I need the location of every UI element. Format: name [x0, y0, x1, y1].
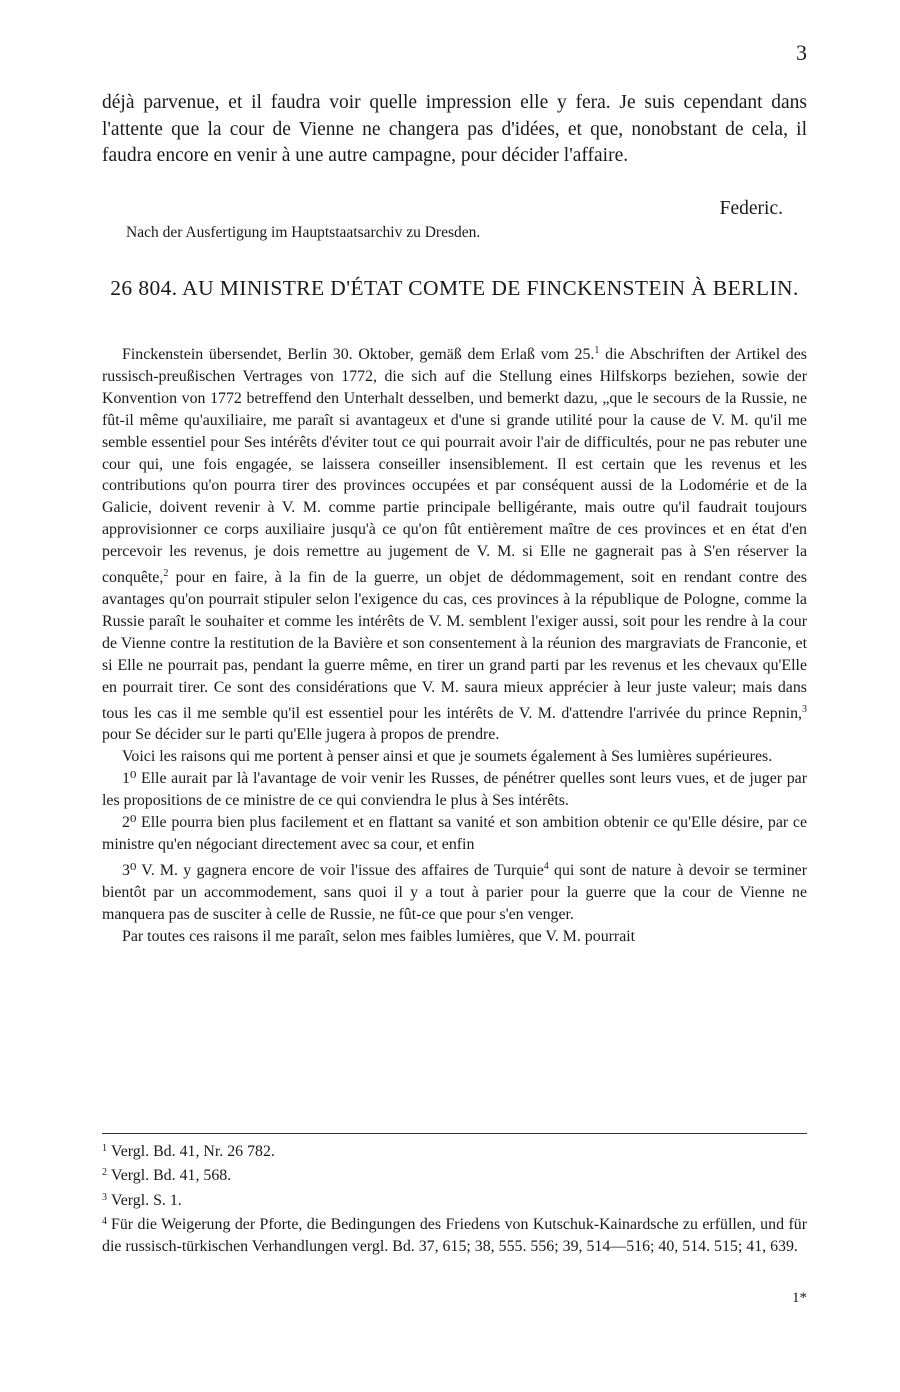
body-paragraph: Par toutes ces raisons il me paraît, selon mes faibles lumières, que V. M. pourrait	[122, 927, 636, 945]
paragraph-text: pour en faire, à la fin de la guerre, un objet de dédommagement, soit en rendant contre des avantages qu'on pourrait stipuler selon l'exigence du cas, ces provinces à la république de Pologne, comme la Russie paraît le souhaiter et comme les intérêts de V. M. semblent l'exiger aussi, soit pour les rendre à la cour de Vienne contre la restitution de la Bavière et son consentement à la réunion des margraviats de Franconie, et si Elle ne pourrait pas, pendant la guerre même, en tirer un grand parti par les revenus et les chevaux qu'Elle en pourrait tirer. Ce sont des considérations que V. M. saura mieux apprécier à leur juste valeur; mais dans tous les cas il me semble qu'il est essentiel pour les intérêts de V. M. d'attendre l'arrivée du prince Repnin,	[102, 569, 807, 722]
footnote-text: Für die Weigerung der Pforte, die Bedingungen des Friedens von Kutschuk-Kainardsche zu erfüllen, und für die russisch-türkischen Verhandlungen vergl. Bd. 37, 615; 38, 555. 556; 39, 514—516; 40, 514. 515; 41, 639.	[102, 1216, 807, 1255]
body-text	[102, 340, 807, 947]
footnote-mark: 1	[102, 1143, 107, 1154]
paragraph-text: qui sont de nature à devoir se terminer bientôt par un accommodement, sans quoi il y a tout à parier pour la guerre que la cour de Vienne ne manquera pas de susciter à celle de Russie, ne fût-ce que pour s'en venger.	[102, 861, 807, 923]
footnote-divider	[102, 1133, 807, 1134]
footnote-mark: 2	[102, 1167, 107, 1179]
footnote-mark: 3	[102, 1191, 107, 1203]
body-paragraph	[102, 340, 807, 746]
footnote-reference: 4	[543, 860, 549, 872]
footnote	[102, 1211, 807, 1257]
footnote	[102, 1162, 807, 1186]
footnote-reference: 2	[163, 568, 169, 580]
document-title: 26 804. AU MINISTRE D'ÉTAT COMTE DE FINCKENSTEIN À BERLIN.	[110, 276, 799, 300]
paragraph-text: die Abschriften der Artikel des russisch-preußischen Vertrages von 1772, die sich auf die Stellung eines Hilfskorps beziehen, sowie der Konvention von 1772 betreffend den Unterhalt desselben, und bemerkt dazu, „que le secours de la Russie, ne fût-il même qu'auxiliaire, me paraît si avantageux et d'une si grande utilité pour la cause de V. M. qu'il me semble essentiel pour Ses intérêts d'éviter tout ce qui pourrait avoir l'air de difficultés, pour ne pas rebuter une cour qui, une fois engagée, se laissera conseiller insensiblement. Il est certain que les revenus et les contributions qu'on pourra tirer des provinces occupées et par conséquent aussi de la Lodomérie et de la Galicie, doivent revenir à V. M. comme partie principale belligérante, mais outre qu'il faudrait toujours approvisionner ce corps auxiliaire jusqu'à ce qu'on fût entièrement maître de ces provinces et en état d'en percevoir les revenus, je dois remettre au jugement de V. M. si Elle ne gagnerait pas à S'en réserver la conquête,	[102, 346, 807, 587]
footnotes	[102, 1138, 807, 1257]
footnote-text: Vergl. S. 1.	[111, 1191, 182, 1209]
signature: Federic.	[719, 198, 783, 219]
source-note: Nach der Ausfertigung im Hauptstaatsarchiv zu Dresden.	[126, 224, 481, 241]
body-paragraph: 1⁰ Elle aurait par là l'avantage de voir venir les Russes, de pénétrer quelles sont leurs vues, et de juger par les propositions de ce ministre de ce qui conviendra le plus à Ses intérêts.	[102, 770, 807, 810]
paragraph-text: pour Se décider sur le parti qu'Elle jugera à propos de prendre.	[102, 726, 500, 744]
footnote-text: Vergl. Bd. 41, Nr. 26 782.	[111, 1143, 275, 1160]
paragraph-text: Finckenstein übersendet, Berlin 30. Oktober, gemäß dem Erlaß vom 25.	[122, 346, 595, 363]
body-paragraph	[102, 856, 807, 926]
page-number: 3	[796, 40, 807, 65]
sheet-signature-mark: 1*	[792, 1290, 807, 1306]
footnote	[102, 1187, 807, 1211]
footnote-reference: 3	[802, 703, 807, 715]
paragraph-text: 3⁰ V. M. y gagnera encore de voir l'issue des affaires de Turquie	[122, 861, 544, 879]
footnote-reference: 1	[594, 345, 600, 356]
document-page	[102, 0, 807, 1392]
opening-paragraph: déjà parvenue, et il faudra voir quelle impression elle y fera. Je suis cependant dans l'attente que la cour de Vienne ne changera pas d'idées, et que, nonobstant de cela, il faudra encore en venir à une autre campagne, pour décider l'affaire.	[102, 92, 807, 166]
body-paragraph: 2⁰ Elle pourra bien plus facilement et en flattant sa vanité et son ambition obtenir ce qu'Elle désire, par ce ministre qu'en négociant directement avec sa cour, et enfin	[102, 814, 807, 853]
footnote	[102, 1138, 807, 1162]
footnote-mark: 4	[102, 1216, 107, 1228]
body-paragraph: Voici les raisons qui me portent à penser ainsi et que je soumets également à Ses lumières supérieures.	[122, 748, 773, 766]
footnote-text: Vergl. Bd. 41, 568.	[111, 1167, 232, 1185]
